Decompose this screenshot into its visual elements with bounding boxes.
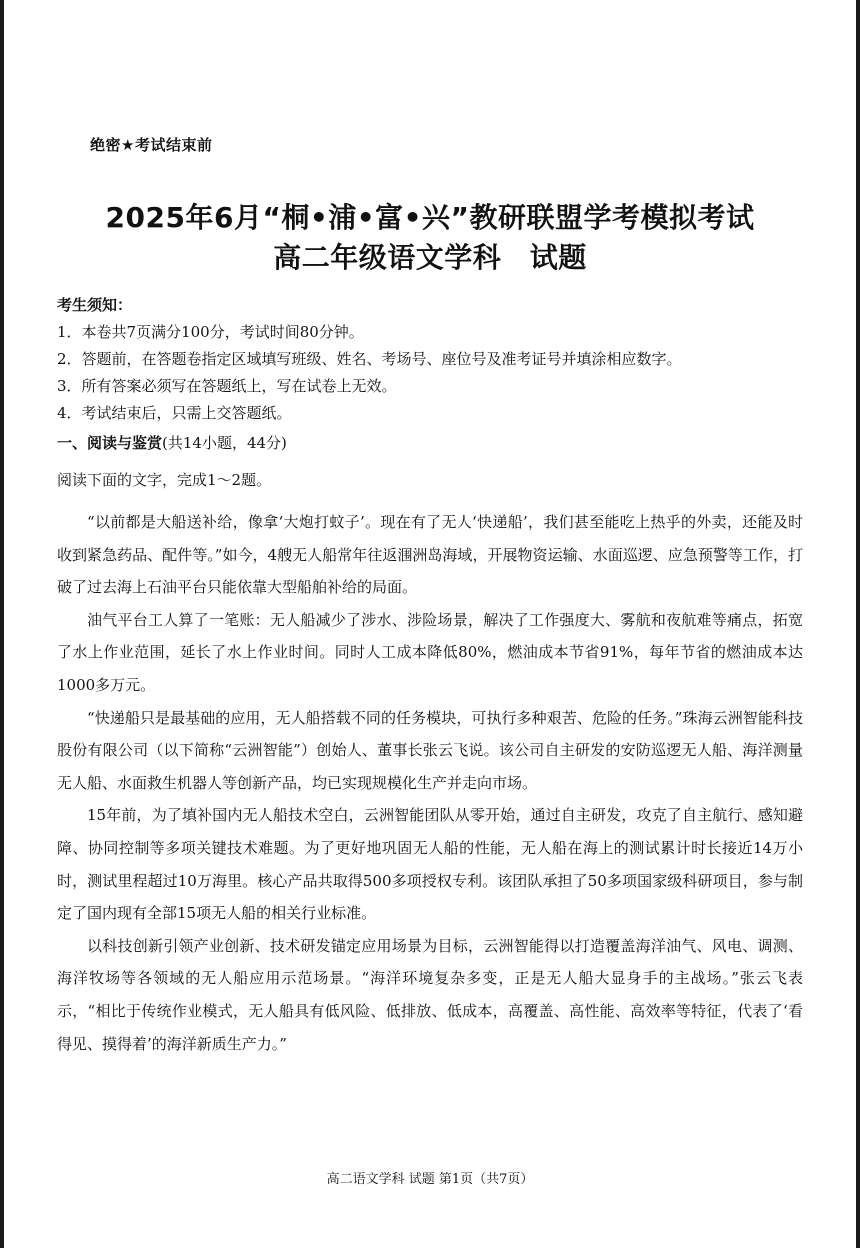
notice-item-4: 4．考试结束后，只需上交答题纸。 [57, 404, 292, 422]
passage-paragraph-2: 油气平台工人算了一笔账：无人船减少了涉水、涉险场景，解决了工作强度大、雾航和夜航难等痛点，拓宽了水上作业范围，延长了水上作业时间。同时人工成本降低80%，燃油成本节省91%，每年节省的燃油成本达1000多万元。 [57, 610, 803, 694]
notice-heading: 考生须知： [57, 296, 133, 314]
passage-paragraph-4: 15年前，为了填补国内无人船技术空白，云洲智能团队从零开始，通过自主研发，攻克了自主航行、感知避障、协同控制等多项关键技术难题。为了更好地巩固无人船的性能，无人船在海上的测试累计时长接近14万小时，测试里程超过10万海里。核心产品共取得500多项授权专利。该团队承担了50多项国家级科研项目，参与制定了国内现有全部15项无人船的相关行业标准。 [57, 806, 803, 923]
passage-paragraph-5: 以科技创新引领产业创新、技术研发锚定应用场景为目标，云洲智能得以打造覆盖海洋油气、风电、调测、海洋牧场等各领域的无人船应用示范场景。“海洋环境复杂多变，正是无人船大显身手的主战场。”张云飞表示，“相比于传统作业模式，无人船具有低风险、低排放、低成本，高覆盖、高性能、高效率等特征，代表了‘看得见、摸得着’的海洋新质生产力。” [57, 936, 803, 1053]
section-detail: (共14小题，44分) [162, 434, 287, 452]
reading-passage [57, 506, 803, 1060]
scan-border-left [0, 0, 4, 1248]
scan-border-right [856, 0, 860, 1248]
section-title: 一、阅读与鉴赏 [57, 434, 163, 452]
passage-paragraph-1: “以前都是大船送补给，像拿‘大炮打蚊子’。现在有了无人‘快递船’，我们甚至能吃上热乎的外卖，还能及时收到紧急药品、配件等。”如今，4艘无人船常年往返涠洲岛海域，开展物资运输、水面巡逻、应急预警等工作，打破了过去海上石油平台只能依靠大型船舶补给的局面。 [57, 513, 803, 597]
notice-item-2: 2．答题前，在答题卷指定区域填写班级、姓名、考场号、座位号及准考证号并填涂相应数字。 [57, 350, 682, 368]
notice-item-1: 1．本卷共7页满分100分，考试时间80分钟。 [57, 323, 364, 341]
section-heading [57, 432, 287, 453]
exam-title-line-1: 2025年6月“桐•浦•富•兴”教研联盟学考模拟考试 [105, 201, 755, 234]
exam-title-line-2: 高二年级语文学科 试题 [273, 241, 587, 274]
passage-paragraph-3: “快递船只是最基础的应用，无人船搭载不同的任务模块，可执行多种艰苦、危险的任务。”珠海云洲智能科技股份有限公司（以下简称“云洲智能”）创始人、董事长张云飞说。该公司自主研发的安防巡逻无人船、海洋测量无人船、水面救生机器人等创新产品，均已实现规模化生产并走向市场。 [57, 708, 803, 792]
page-footer: 高二语文学科 试题 第1页（共7页） [326, 1172, 534, 1187]
reading-instruction: 阅读下面的文字，完成1～2题。 [57, 471, 272, 489]
confidential-label: 绝密★考试结束前 [90, 136, 213, 154]
notice-item-3: 3．所有答案必须写在答题纸上，写在试卷上无效。 [57, 377, 397, 395]
